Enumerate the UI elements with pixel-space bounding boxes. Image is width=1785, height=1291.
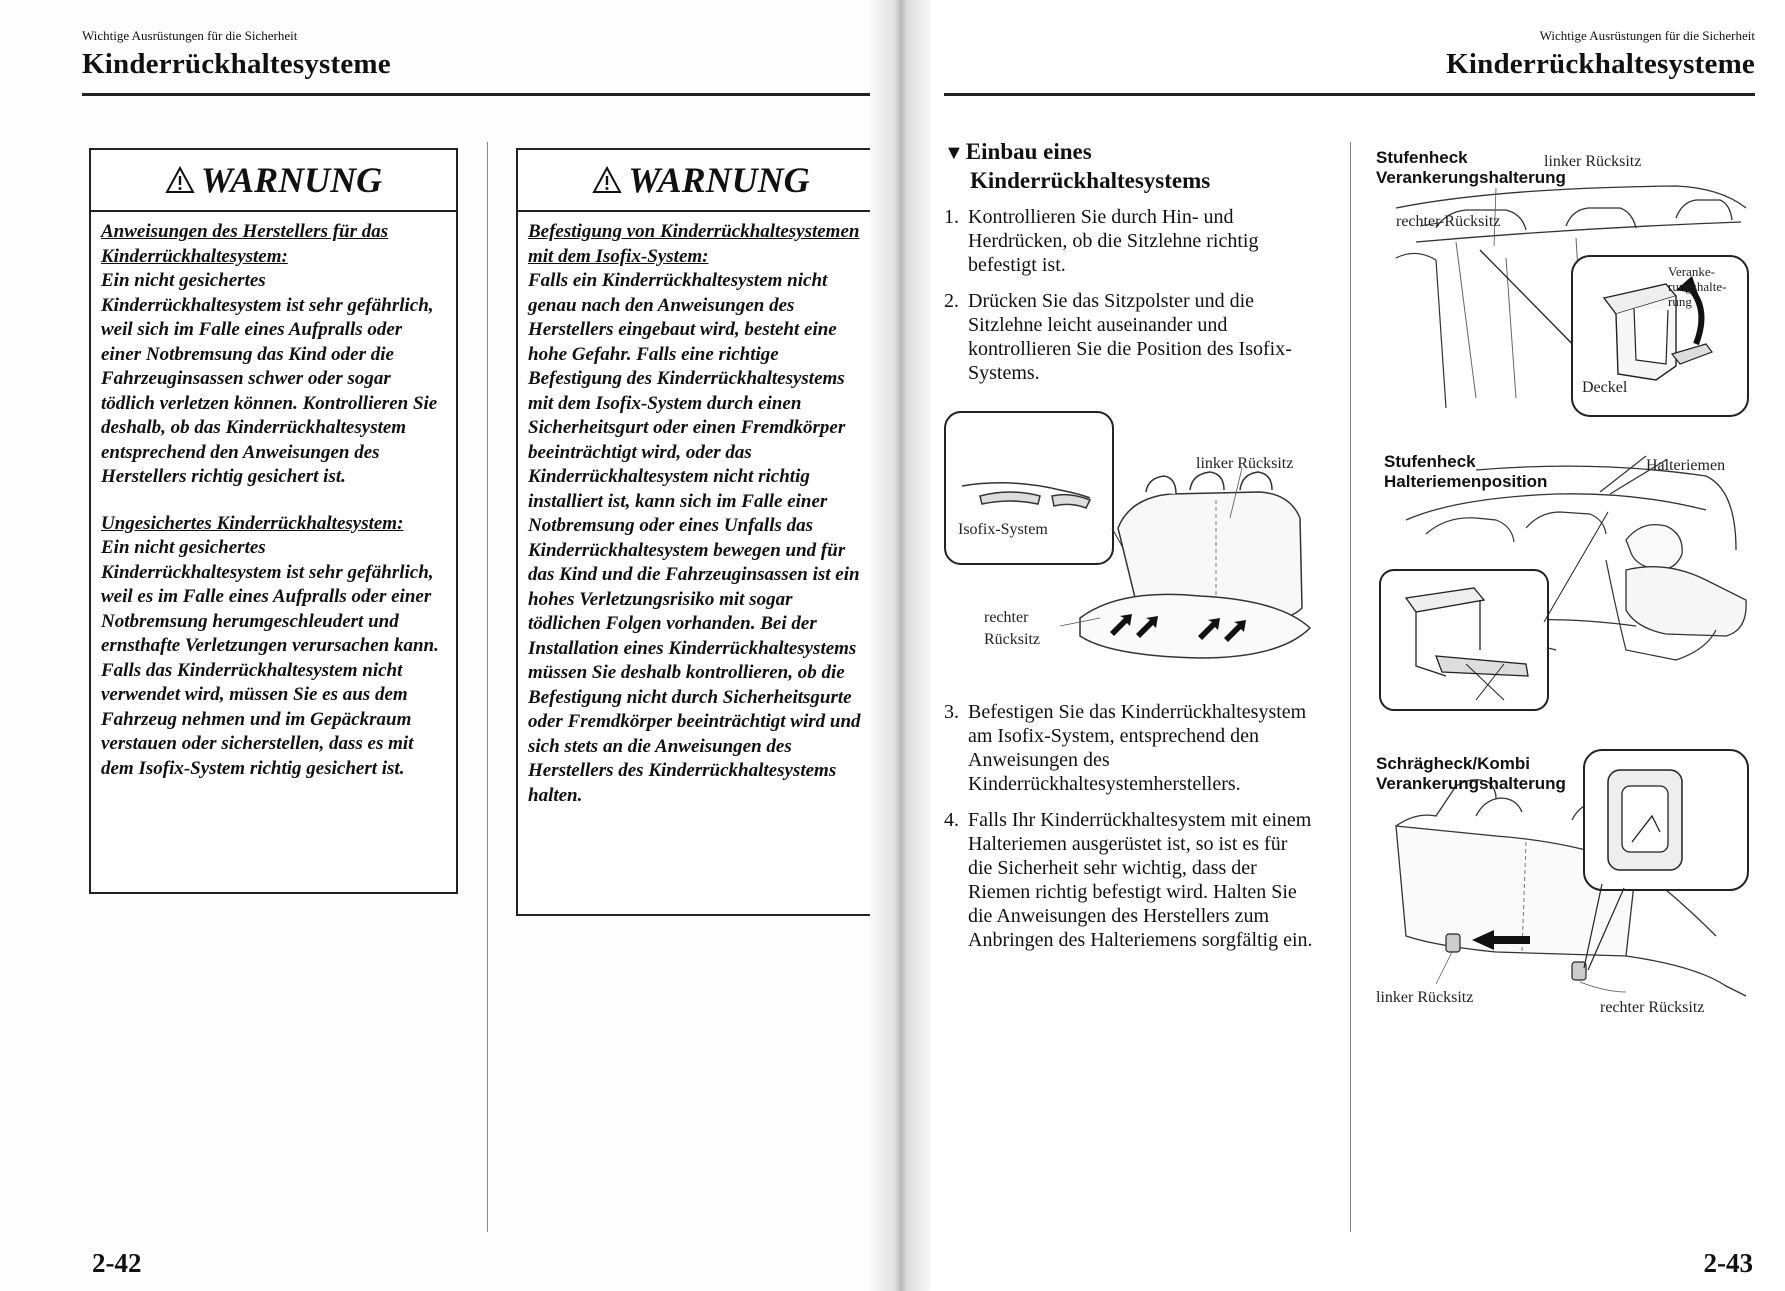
warning-body bbox=[518, 212, 884, 818]
right-seat-label-2: Rücksitz bbox=[984, 631, 1040, 648]
warning-triangle-icon bbox=[165, 166, 195, 194]
page-title: Kinderrückhaltesysteme bbox=[1446, 48, 1755, 80]
bracket-label-3: rung bbox=[1668, 294, 1692, 309]
right-seat-label: rechter Rücksitz bbox=[1600, 999, 1705, 1016]
page-number: 2-42 bbox=[92, 1248, 142, 1278]
page-number: 2-43 bbox=[1703, 1248, 1753, 1278]
section-marker-icon: ▼ bbox=[944, 142, 964, 164]
left-seat-label: linker Rücksitz bbox=[1544, 153, 1642, 170]
warning-box-1 bbox=[89, 148, 458, 894]
left-seat-label: linker Rücksitz bbox=[1376, 989, 1474, 1006]
right-seat-label-1: rechter bbox=[984, 609, 1029, 626]
step-number: 1. bbox=[944, 206, 959, 228]
cover-label: Deckel bbox=[1582, 379, 1628, 396]
step-text: Befestigen Sie das Kinderrückhaltesystem am Isofix-System, entsprechend den Anweisungen des Kinderrückhaltesystemherstellers. bbox=[968, 701, 1307, 795]
warning-text: Falls ein Kinderrückhaltesystem nicht genau nach den Anweisungen des Herstellers eingebaut wird, besteht eine hohe Gefahr. Falls eine richtige Befestigung des Kinderrückhaltesystems mit dem Isofix-System durch einen Sicherheitsgurt oder einen Fremdkörper beeinträchtigt wird, oder das Kinderrückhaltesystem nicht richtig installiert ist, kann sich im Falle einer Notbremsung oder eines Unfalls das Kinderrückhaltesystem bewegen und für das Kind und die Fahrzeuginsassen ist ein hohes Verletzungsrisiko mit sogar tödlichen Folgen vorhanden. Bei der Installation eines Kinderrückhaltesystems müssen Sie deshalb kontrollieren, ob die Befestigung nicht durch Sicherheitsgurte oder Fremdkörper beeinträchtigt wird und sich stets an die Anweisungen des Herstellers des Kinderrückhaltesystems halten. bbox=[528, 270, 861, 806]
hatch-anchor-figure bbox=[1376, 746, 1751, 1026]
warning-heading-text: WARNUNG bbox=[628, 160, 810, 200]
step-text: Drücken Sie das Sitzpolster und die Sitzlehne leicht auseinander und kontrollieren Sie die Position des Isofix-Systems. bbox=[968, 290, 1292, 384]
bracket-label-2: rungshalte- bbox=[1668, 279, 1727, 294]
warning-heading bbox=[91, 150, 456, 212]
isofix-seat-figure bbox=[940, 408, 1320, 688]
sedan-anchor-figure bbox=[1376, 148, 1751, 428]
section-title-line2: Kinderrückhaltesystems bbox=[970, 168, 1211, 193]
step-text: Kontrollieren Sie durch Hin- und Herdrücken, ob die Sitzlehne richtig befestigt ist. bbox=[968, 206, 1259, 276]
steps-list-b bbox=[944, 700, 1316, 952]
step-item bbox=[944, 289, 1324, 385]
warning-text: Ein nicht gesichertes Kinderrückhaltesystem ist sehr gefährlich, weil es im Falle eines Aufpralls oder einer Notbremsung herumgeschleudert und ernsthafte Verletzungen verursachen kann. Falls das Kinderrückhaltesystem nicht verwendet wird, müssen Sie es aus dem Fahrzeug nehmen und im Gepäckraum verstauen oder sicherstellen, dass es mit dem Isofix-System richtig gesichert ist. bbox=[101, 537, 439, 779]
warning-text: Ein nicht gesichertes Kinderrückhaltesystem ist sehr gefährlich, weil sich im Falle eines Aufpralls oder einer Notbremsung das Kind oder die Fahrzeuginsassen schwer oder sogar tödlich verletzen können. Kontrollieren Sie deshalb, ob das Kinderrückhaltesystem entsprechend den Anweisungen des Herstellers richtig gesichert ist. bbox=[101, 270, 438, 487]
warning-body bbox=[91, 212, 456, 791]
isofix-callout-label: Isofix-System bbox=[958, 521, 1048, 538]
steps-list-a bbox=[944, 205, 1324, 385]
right-seat-label: rechter Rücksitz bbox=[1396, 213, 1501, 230]
running-head: Wichtige Ausrüstungen für die Sicherheit bbox=[1539, 28, 1755, 43]
warning-subheading: Anweisungen des Herstellers für das Kinderrückhaltesystem: bbox=[101, 221, 389, 267]
step-number: 2. bbox=[944, 290, 959, 312]
warning-heading bbox=[518, 150, 884, 212]
figure-title-2: Verankerungshalterung bbox=[1376, 168, 1566, 187]
warning-triangle-icon bbox=[592, 166, 622, 194]
sedan-strap-illustration bbox=[1376, 450, 1751, 730]
figure-title-2: Halteriemenposition bbox=[1384, 472, 1548, 491]
figure-title-1: Stufenheck bbox=[1376, 148, 1468, 167]
sedan-strap-figure bbox=[1376, 450, 1751, 730]
warning-subheading: Ungesichertes Kinderrückhaltesystem: bbox=[101, 512, 404, 534]
step-text: Falls Ihr Kinderrückhaltesystem mit einem Halteriemen ausgerüstet ist, so ist es für die Sicherheit sehr wichtig, dass der Riemen richtig befestigt wird. Halten Sie die Anweisungen des Herstellers zum Anbringen des Halteriemens sorgfältig ein. bbox=[968, 809, 1313, 951]
step-number: 3. bbox=[944, 701, 959, 723]
page-title: Kinderrückhaltesysteme bbox=[82, 48, 391, 80]
strap-label: Halteriemen bbox=[1646, 457, 1726, 474]
section-title-line1: Einbau eines bbox=[965, 139, 1092, 164]
header-rule bbox=[82, 93, 888, 96]
warning-heading-text: WARNUNG bbox=[200, 160, 383, 200]
bracket-label-1: Veranke- bbox=[1668, 264, 1715, 279]
header-rule bbox=[944, 93, 1755, 96]
figure-title-1: Stufenheck bbox=[1384, 452, 1476, 471]
warning-box-2 bbox=[516, 148, 886, 916]
section-title bbox=[944, 138, 1210, 194]
left-seat-label: linker Rücksitz bbox=[1196, 455, 1294, 472]
step-number: 4. bbox=[944, 809, 959, 831]
column-divider bbox=[1350, 142, 1351, 1232]
running-head: Wichtige Ausrüstungen für die Sicherheit bbox=[82, 28, 298, 43]
figure-title-1: Schrägheck/Kombi bbox=[1376, 754, 1530, 773]
column-divider bbox=[487, 142, 488, 1232]
figure-title-2: Verankerungshalterung bbox=[1376, 774, 1566, 793]
step-item bbox=[944, 700, 1316, 796]
step-item bbox=[944, 808, 1316, 952]
warning-subheading: Befestigung von Kinderrückhaltesystemen mit dem Isofix-System: bbox=[528, 221, 860, 267]
step-item bbox=[944, 205, 1324, 277]
